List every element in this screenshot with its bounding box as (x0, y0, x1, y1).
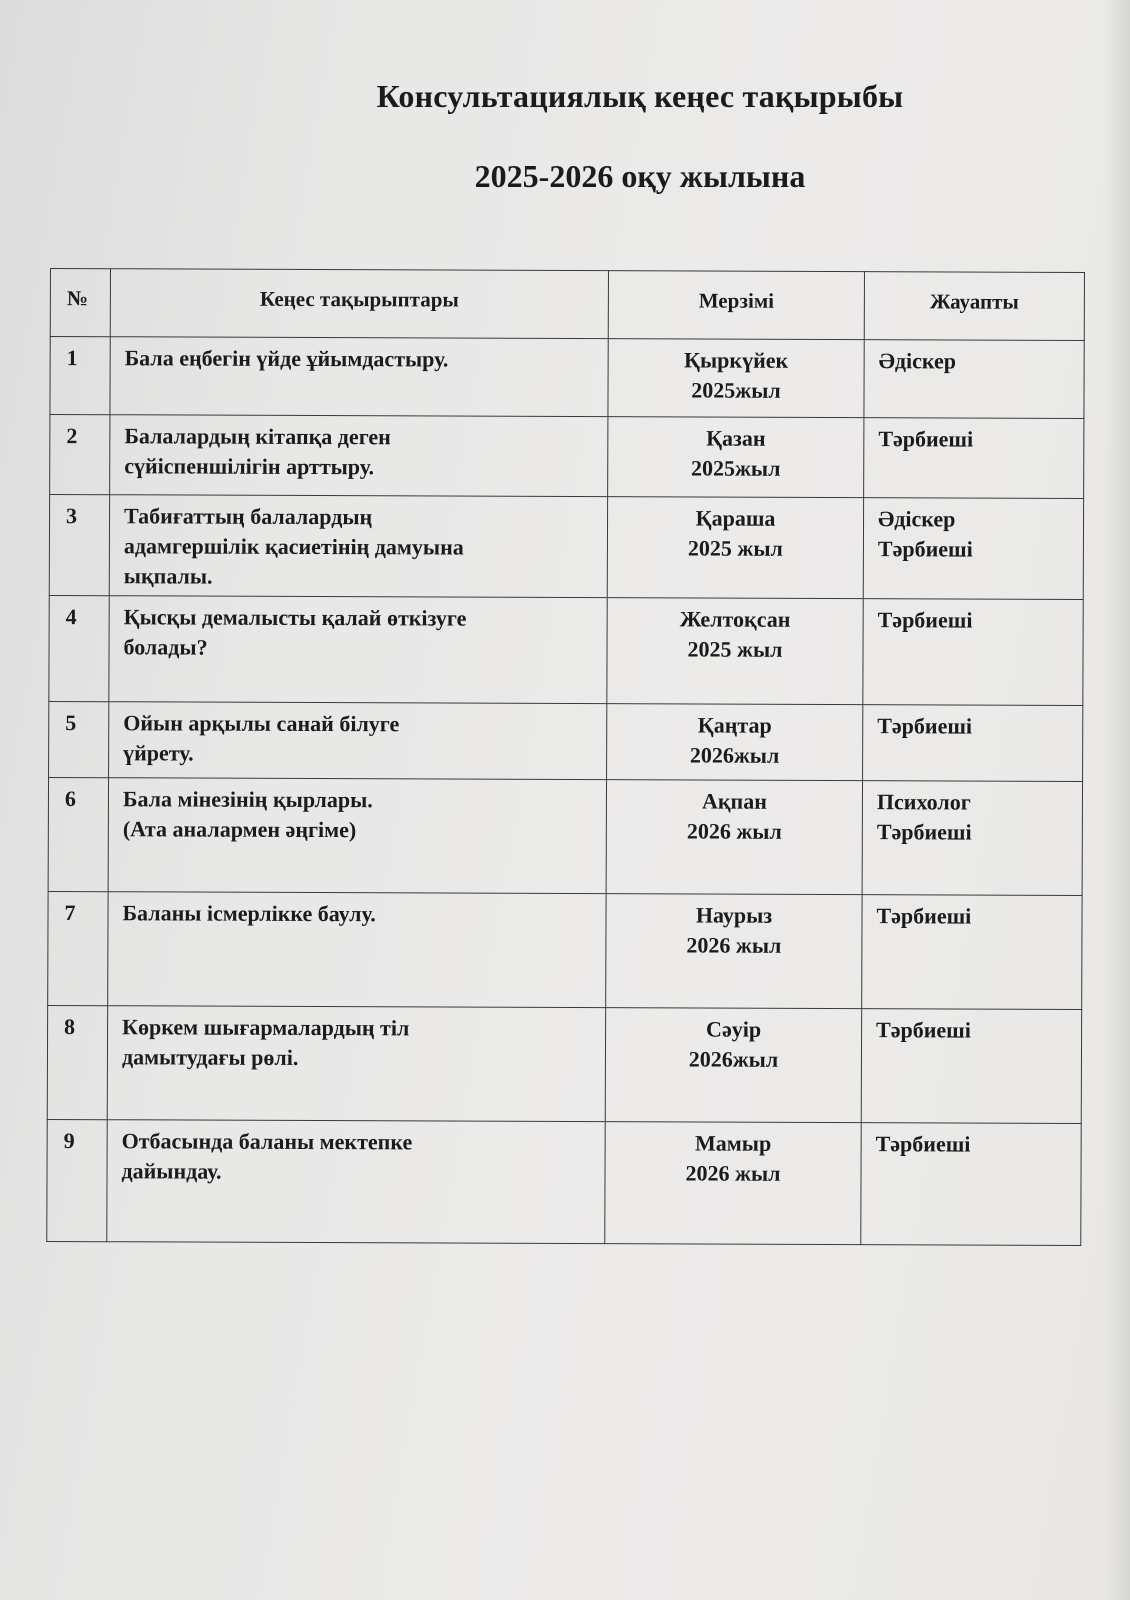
row-number: 5 (49, 701, 109, 777)
row-date: Желтоқсан 2025 жыл (607, 598, 863, 705)
row-topic: Бала мінезінің қырлары. (Ата аналармен әңгіме) (108, 778, 606, 894)
table-row (47, 1005, 1081, 1123)
row-topic: Ойын арқылы санай білуге үйрету. (109, 702, 607, 780)
table-row (48, 891, 1082, 1009)
row-date: Қараша 2025 жыл (607, 497, 863, 599)
row-topic: Отбасында баланы мектепке дайындау. (107, 1120, 605, 1244)
row-responsible: Тәрбиеші (864, 418, 1084, 499)
table-row (47, 1119, 1081, 1245)
row-date: Қыркүйек 2025жыл (608, 339, 864, 418)
row-topic: Табиғаттың балалардың адамгершілік қасиетінің дамуына ықпалы. (109, 495, 607, 598)
row-topic: Баланы ісмерлікке баулу. (108, 892, 606, 1008)
table-row (49, 495, 1083, 600)
row-number: 6 (48, 777, 108, 891)
table-row (50, 337, 1084, 419)
row-date: Сәуір 2026жыл (605, 1008, 861, 1123)
consultation-table (46, 268, 1085, 1246)
row-topic: Көркем шығармалардың тіл дамытудағы рөлі. (107, 1006, 605, 1122)
row-topic: Балалардың кітапқа деген сүйіспеншілігін арттыру. (110, 415, 608, 497)
row-number: 2 (50, 415, 110, 495)
row-date: Наурыз 2026 жыл (606, 894, 862, 1009)
row-number: 7 (48, 891, 108, 1005)
row-number: 3 (49, 495, 109, 596)
row-responsible: Әдіскер Тәрбиеші (863, 498, 1083, 600)
row-responsible: Әдіскер (864, 340, 1084, 419)
row-number: 1 (50, 337, 110, 415)
document-subtitle: 2025-2026 оқу жылына (474, 158, 806, 194)
document-title: Консультациялық кеңес тақырыбы (376, 78, 904, 114)
header-responsible: Жауапты (864, 272, 1084, 341)
row-responsible: Тәрбиеші (861, 1009, 1081, 1124)
table-header-row (50, 269, 1084, 341)
header-date: Мерзімі (608, 271, 864, 340)
page-edge-shadow (1104, 0, 1130, 1600)
row-date: Қазан 2025жыл (608, 417, 864, 498)
row-responsible: Тәрбиеші (861, 1123, 1081, 1246)
header-number: № (50, 269, 110, 337)
row-number: 9 (47, 1119, 107, 1241)
row-date: Қаңтар 2026жыл (607, 704, 863, 781)
row-number: 8 (47, 1005, 107, 1119)
row-responsible: Тәрбиеші (863, 705, 1083, 782)
table-row (48, 777, 1082, 895)
row-topic: Қысқы демалысты қалай өткізуге болады? (109, 596, 607, 704)
table-row (49, 595, 1083, 705)
row-responsible: Тәрбиеші (862, 895, 1082, 1010)
header-topic: Кеңес тақырыптары (110, 269, 608, 339)
row-date: Мамыр 2026 жыл (605, 1122, 861, 1245)
row-topic: Бала еңбегін үйде ұйымдастыру. (110, 337, 608, 417)
row-responsible: Тәрбиеші (863, 599, 1083, 706)
row-responsible: Психолог Тәрбиеші (862, 781, 1082, 896)
row-date: Ақпан 2026 жыл (606, 780, 862, 895)
consultation-table-container (46, 268, 1084, 1246)
table-row (49, 701, 1083, 781)
row-number: 4 (49, 595, 109, 701)
table-row (50, 415, 1084, 499)
